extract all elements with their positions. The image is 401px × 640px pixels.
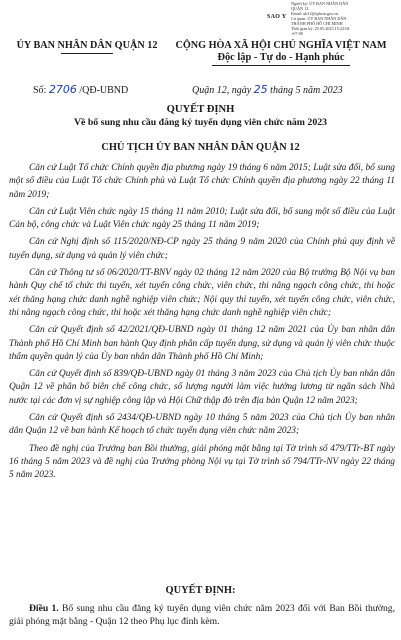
article-label: Điều 1. (29, 603, 59, 614)
document-date: Quận 12, ngày 25 tháng 5 năm 2023 (192, 83, 343, 96)
signature-line: Thời gian ký: 25.05.2023 15:22:04 (291, 26, 350, 31)
article-text: Bổ sung nhu cầu đăng ký tuyển dụng viên chức năm 2023 đối với Ban Bồi thường, giải phóng mặt bằng - Quận 12 theo Phụ lục đính kèm. (9, 603, 396, 628)
preamble (9, 162, 395, 487)
preamble-paragraph: Căn cứ Quyết định số 2434/QĐ-UBND ngày 10 tháng 5 năm 2023 của Chủ tịch Ủy ban nhân dân Quận 12 về ban hành Kế hoạch tổ chức tuyển dụng viên chức năm 2023; (9, 413, 395, 437)
article-1 (9, 602, 395, 629)
authority-underline (61, 53, 113, 54)
signature-line: Cơ quan: ỦY BAN NHÂN DÂN (291, 16, 347, 21)
decision-heading: QUYẾT ĐỊNH: (165, 585, 236, 596)
preamble-paragraph: Căn cứ Quyết định số 42/2021/QĐ-UBND ngày 01 tháng 12 năm 2021 của Ủy ban nhân dân Thành phố Hồ Chí Minh ban hành Quy định phân cấp tuyển dụng, sử dụng và quản lý viên chức thuộc thẩm quyền quản lý của Ủy ban nhân dân Thành phố Hồ Chí Minh; (9, 325, 395, 362)
document-subtitle: Về bổ sung nhu cầu đăng ký tuyển dụng viên chức năm 2023 (73, 117, 328, 128)
preamble-paragraph: Căn cứ Nghị định số 115/2020/NĐ-CP ngày 25 tháng 9 năm 2020 của Chính phủ quy định về tuyển dụng, sử dụng và quản lý viên chức; (9, 237, 395, 261)
handwritten-day: 25 (253, 83, 268, 96)
digital-signature-info (291, 1, 399, 36)
preamble-paragraph: Căn cứ Luật Viên chức ngày 15 tháng 11 năm 2010; Luật sửa đổi, bổ sung một số điều của Luật Cán bộ, công chức và Luật Viên chức ngày 25 tháng 11 năm 2019; (9, 206, 395, 231)
preamble-paragraph: Căn cứ Luật Tổ chức Chính quyền địa phương ngày 19 tháng 6 năm 2015; Luật sửa đổi, bổ sung một số điều của Luật Tổ chức Chính phủ và Luật Tổ chức Chính quyền địa phương ngày 22 tháng 11 năm 2019; (9, 163, 395, 200)
signature-line: +07:00 (291, 31, 303, 36)
signature-line: Người ký: ỦY BAN NHÂN DÂN (291, 1, 349, 6)
document-title: QUYẾT ĐỊNH (166, 104, 235, 115)
signature-line: Email: ub12@tphcm.gov.vn (291, 11, 339, 16)
signing-authority: CHỦ TỊCH ỦY BAN NHÂN DÂN QUẬN 12 (101, 142, 300, 153)
national-name: CỘNG HÒA XÃ HỘI CHỦ NGHĨA VIỆT NAM (175, 40, 387, 51)
signature-line: THÀNH PHỐ HỒ CHÍ MINH (291, 21, 343, 26)
issuing-authority: ỦY BAN NHÂN DÂN QUẬN 12 (16, 40, 158, 51)
signature-line: QUẬN 12 (291, 6, 309, 11)
national-header-block (166, 40, 396, 66)
national-motto: Độc lập - Tự do - Hạnh phúc (217, 52, 345, 63)
document-number: Số: 2706 /QĐ-UBND (33, 83, 129, 96)
preamble-paragraph: Theo đề nghị của Trưởng ban Bồi thường, giải phóng mặt bằng tại Tờ trình số 479/TTr-BT ngày 16 tháng 5 năm 2023 và đề nghị của Trưởng phòng Nội vụ tại Tờ trình số 794/TTr-NV ngày 22 tháng 5 năm 2023. (9, 443, 395, 481)
signature-copy-label: SAO Y (267, 14, 287, 20)
preamble-paragraph: Căn cứ Quyết định số 839/QĐ-UBND ngày 01 tháng 3 năm 2023 của Chủ tịch Ủy ban nhân dân Quận 12 về phân bổ biên chế công chức, số lượng người làm việc hưởng lương từ ngân sách Nhà nước tại các đơn vị sự nghiệp công lập và Hội Chữ thập đỏ trên địa bàn Quận 12 năm 2023; (9, 369, 395, 406)
issuing-authority-block (12, 40, 162, 54)
preamble-paragraph: Căn cứ Thông tư số 06/2020/TT-BNV ngày 02 tháng 12 năm 2020 của Bộ trưởng Bộ Nội vụ ban hành Quy chế tổ chức thi tuyển, xét tuyển công chức, viên chức, thi nâng ngạch công chức, thi hoặc xét thăng hạng chức danh nghề nghiệp viên chức; Nội quy thi tuyển, xét tuyển công chức, viên chức, thi nâng ngạch công chức, thi hoặc xét thăng hạng chức danh nghề nghiệp viên chức; (9, 268, 395, 318)
handwritten-number: 2706 (48, 83, 77, 96)
motto-underline (212, 65, 350, 66)
